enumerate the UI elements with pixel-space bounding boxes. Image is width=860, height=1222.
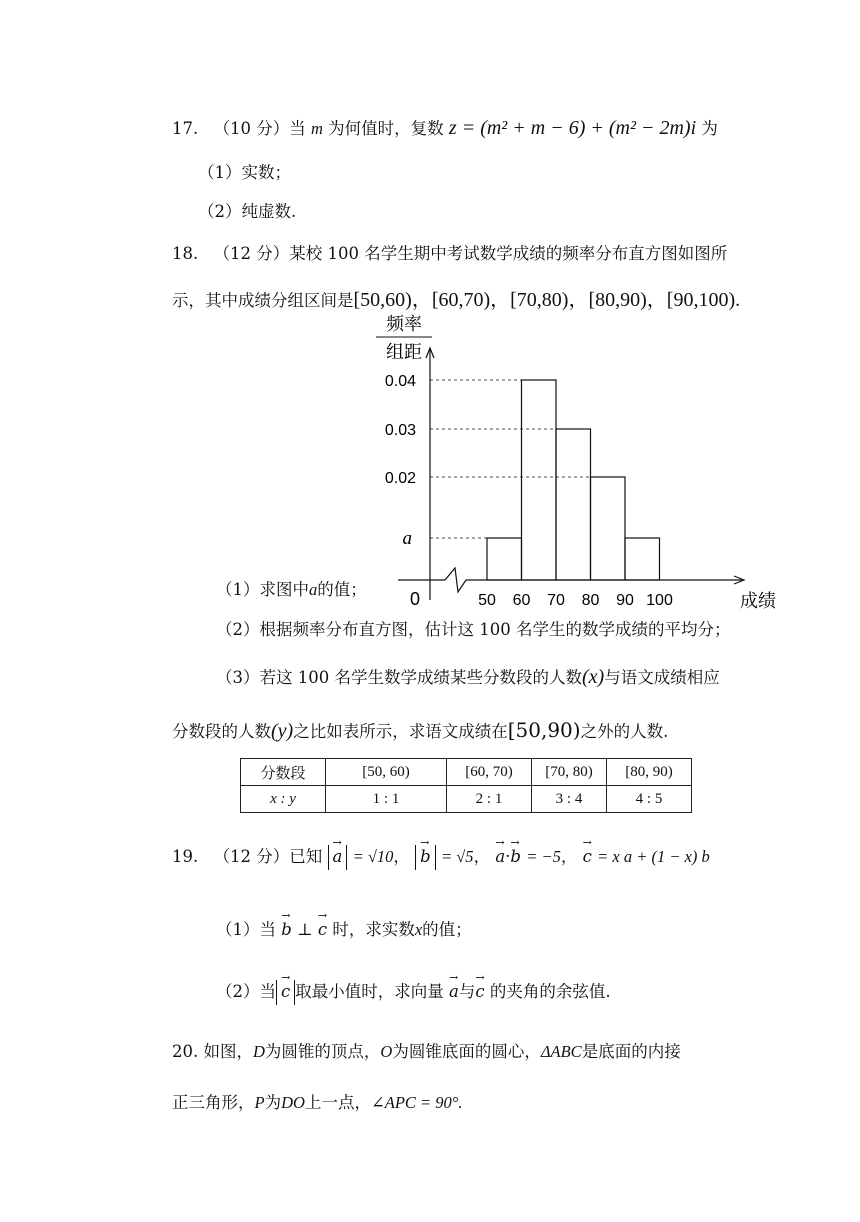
y-tick-label: 0.02 xyxy=(384,470,416,487)
q19-sub1-text-c: 的值； xyxy=(422,920,472,939)
vector-a: → a xyxy=(495,849,505,866)
q17-score: （10 分） xyxy=(213,119,290,138)
q20-triangle: ΔABC xyxy=(540,1042,582,1061)
q17-text-a: 当 xyxy=(289,119,306,138)
q18-line2-text: 示，其中成绩分组区间是 xyxy=(172,291,354,310)
q18-sub3-interval: [50,90) xyxy=(507,718,581,742)
q19-sub2-text-d: 的夹角的余弦值. xyxy=(489,982,611,1001)
abs-b xyxy=(415,845,436,870)
vector-b: → b xyxy=(281,922,292,939)
histogram-bar xyxy=(556,429,591,580)
q18-sub3-x: (x) xyxy=(581,666,605,688)
table-cell: 4 : 5 xyxy=(607,786,692,813)
q17-line xyxy=(172,118,718,138)
table-cell: [80, 90) xyxy=(607,759,692,786)
q19-sub1-x: x xyxy=(414,920,423,939)
q19-sub2 xyxy=(216,980,611,1005)
q18-sub2: （2）根据频率分布直方图，估计这 100 名学生的数学成绩的平均分； xyxy=(216,620,731,639)
table-cell: 1 : 1 xyxy=(326,786,447,813)
vector-c: → c xyxy=(281,984,290,1001)
q19-sub2-text-a: （2）当 xyxy=(216,982,276,1001)
q20-number: 20. xyxy=(172,1042,199,1061)
q18-sub3-text-d: 之比如表所示，求语文成绩在 xyxy=(293,722,508,741)
q19-sub1-text-b: 时，求实数 xyxy=(332,920,415,939)
q20-text-d: 是底面的内接 xyxy=(581,1042,681,1061)
q20-DO: DO xyxy=(281,1093,305,1112)
q19-text-a: 已知 xyxy=(289,847,323,866)
q20-text-a: 如图， xyxy=(203,1042,253,1061)
q19-cond3: = −5 xyxy=(526,847,561,866)
abs-c xyxy=(276,980,295,1005)
table-cell: 2 : 1 xyxy=(447,786,532,813)
q17-text-c: 为 xyxy=(701,119,718,138)
q19-score: （12 分） xyxy=(213,847,290,866)
q18-sub3-text-e: 之外的人数. xyxy=(580,722,669,741)
q20-text-c: 为圆锥底面的圆心， xyxy=(392,1042,541,1061)
table-cell: [60, 70) xyxy=(447,759,532,786)
q19-cond1: = √10 xyxy=(352,847,394,866)
q20-line2-text-c: 上一点， xyxy=(304,1093,371,1112)
table-cell: 分数段 xyxy=(241,759,326,786)
vector-b: → b xyxy=(420,849,431,866)
vector-c: → c xyxy=(318,922,327,939)
vector-a: → a xyxy=(449,984,459,1001)
q17-sub1: （1）实数； xyxy=(198,163,291,182)
x-tick-label: 60 xyxy=(512,592,531,609)
q19-number: 19. xyxy=(172,847,199,866)
table-cell: 3 : 4 xyxy=(532,786,607,813)
q20-line2-text-a: 正三角形， xyxy=(172,1093,255,1112)
q17-number: 17. xyxy=(172,119,199,138)
q20-D: D xyxy=(253,1042,265,1061)
table-header-row xyxy=(241,759,692,786)
q18-sub3-line1 xyxy=(216,667,720,687)
q19-line: 19. （12 分）已知 → a = √10， → b = √5， → a·→ b = −5， → c = x a + (1 − x) b xyxy=(172,845,710,870)
q18-intervals: [50,60)，[60,70)，[70,80)，[80,90)，[90,100). xyxy=(353,289,741,311)
histogram-bar xyxy=(522,380,557,580)
y-label-denominator: 组距 xyxy=(386,342,422,362)
q17-var-m: m xyxy=(311,119,323,138)
q17-sub2: （2）纯虚数. xyxy=(198,202,297,221)
q20-angle: ∠APC = 90°. xyxy=(370,1093,463,1112)
q20-line1 xyxy=(172,1044,681,1061)
q20-line2 xyxy=(172,1095,463,1112)
q18-sub3-text-b: 与语文成绩相应 xyxy=(604,668,720,687)
q19-sub1: （1）当 → b ⊥ → c 时，求实数x的值； xyxy=(216,922,472,939)
vector-a: → a xyxy=(333,849,343,866)
q17-formula: z = (m² + m − 6) + (m² − 2m)i xyxy=(448,117,697,139)
q18-line1-text: 某校 100 名学生期中考试数学成绩的频率分布直方图如图所 xyxy=(289,244,728,263)
vector-b: → b xyxy=(510,849,521,866)
q19-sub2-text-b: 取最小值时，求向量 xyxy=(295,982,444,1001)
q20-O: O xyxy=(380,1042,393,1061)
q18-sub3-y: (y) xyxy=(271,720,294,742)
q18-sub1-text-a: （1）求图中 xyxy=(216,580,309,599)
histogram-bar xyxy=(487,538,522,580)
vector-c: → c xyxy=(475,984,484,1001)
x-tick-label: 90 xyxy=(616,592,634,609)
x-tick-label: 70 xyxy=(547,592,565,609)
origin-label: 0 xyxy=(409,589,421,609)
table-row xyxy=(241,786,692,813)
q20-text-b: 为圆锥的顶点， xyxy=(264,1042,381,1061)
y-tick-label: 0.04 xyxy=(384,373,416,390)
y-tick-label: a xyxy=(402,528,412,549)
q20-line2-text-b: 为 xyxy=(264,1093,282,1112)
q18-sub3-text-c: 分数段的人数 xyxy=(172,722,271,741)
q18-number: 18. xyxy=(172,244,199,263)
q18-line1 xyxy=(172,246,727,263)
q18-line2 xyxy=(172,290,740,310)
x-tick-label: 100 xyxy=(646,592,673,609)
axis-break-mark xyxy=(445,568,466,592)
q19-cond2: = √5 xyxy=(440,847,474,866)
histogram-bar xyxy=(625,538,660,580)
y-tick-label: 0.03 xyxy=(384,422,416,439)
q18-sub1-text-b: 的值； xyxy=(317,580,367,599)
vector-c: → c xyxy=(583,849,592,866)
abs-a xyxy=(328,845,348,870)
q18-sub3-line2 xyxy=(172,720,668,741)
y-label-numerator: 频率 xyxy=(386,314,422,334)
q19-cond4: = x a + (1 − x) b xyxy=(597,847,710,866)
table-cell: [70, 80) xyxy=(532,759,607,786)
q18-sub1-var: a xyxy=(309,580,318,599)
q18-sub3-text-a: （3）若这 100 名学生数学成绩某些分数段的人数 xyxy=(216,668,582,687)
table-cell: x : y xyxy=(241,786,326,813)
ratio-table xyxy=(240,758,692,813)
q19-sub1-text-a: （1）当 xyxy=(216,920,276,939)
q17-text-b: 为何值时，复数 xyxy=(328,119,444,138)
q20-P: P xyxy=(254,1093,265,1112)
x-axis-label: 成绩 xyxy=(740,591,776,611)
q19-sub2-text-c: 与 xyxy=(458,982,476,1001)
table-cell: [50, 60) xyxy=(326,759,447,786)
x-tick-label: 50 xyxy=(478,592,496,609)
histogram-bar xyxy=(591,477,626,580)
frequency-histogram xyxy=(370,310,776,620)
q18-score: （12 分） xyxy=(213,244,290,263)
x-tick-label: 80 xyxy=(581,592,600,609)
q18-sub1 xyxy=(216,582,367,599)
